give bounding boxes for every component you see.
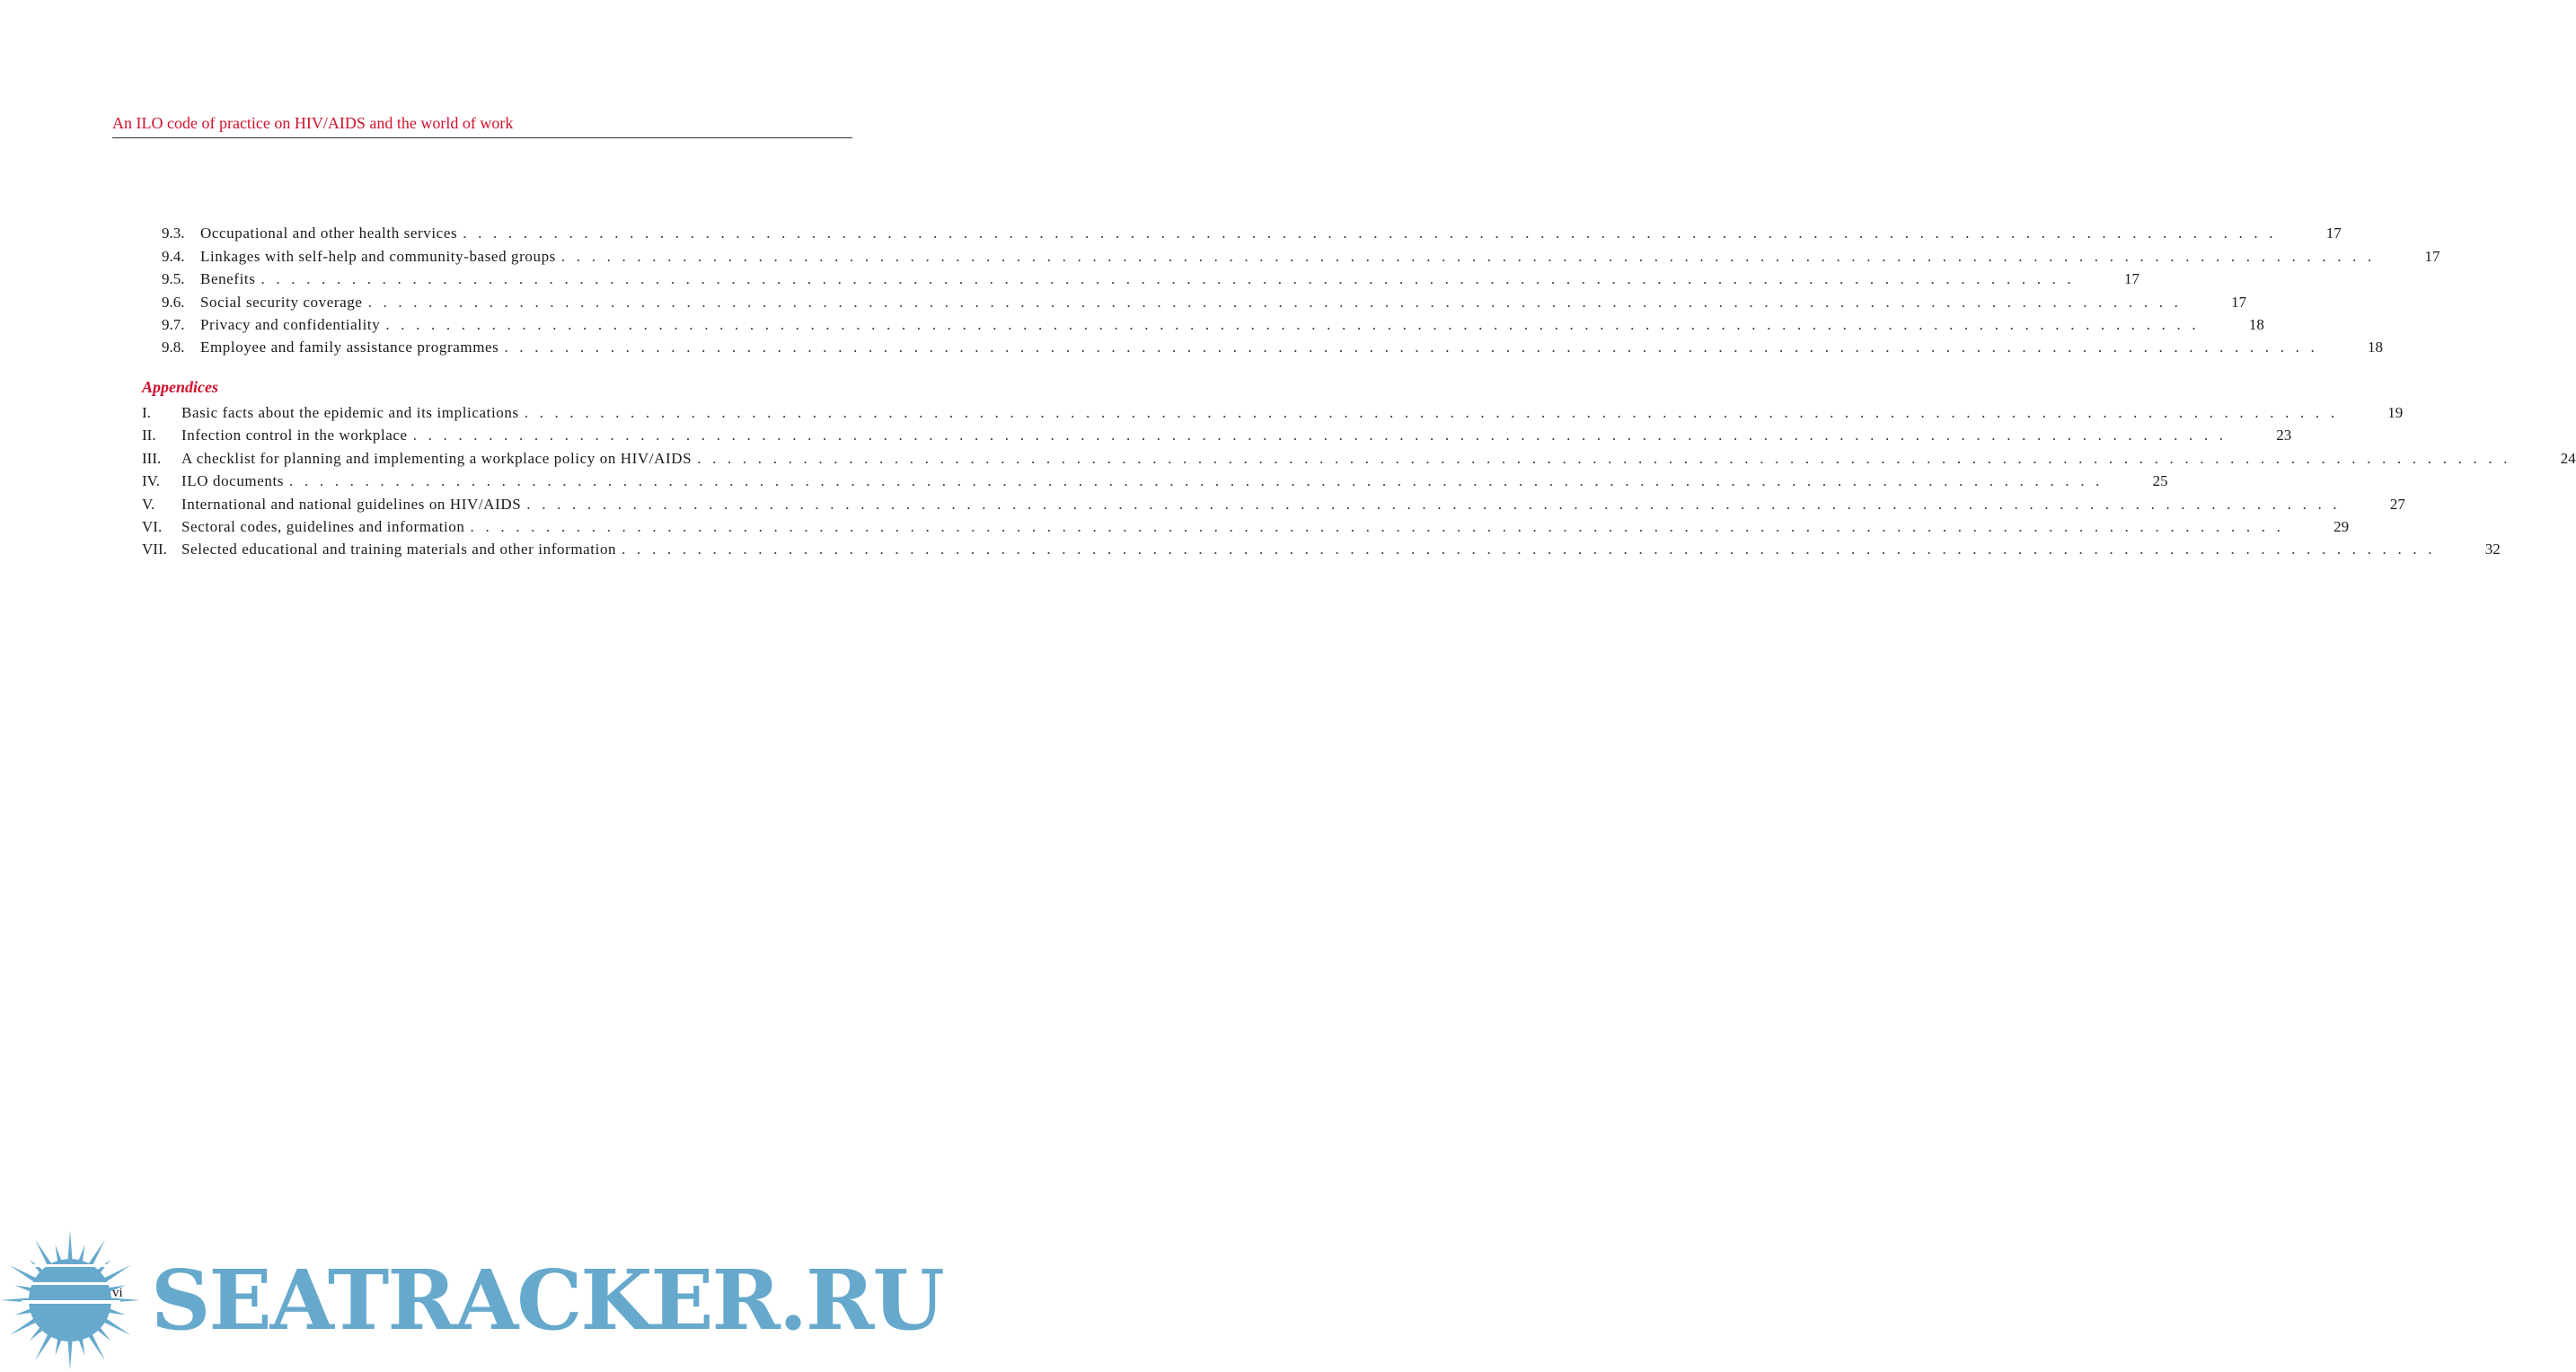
- toc-entry-number: VI.: [142, 518, 163, 535]
- dot-leader: . . . . . . . . . . . . . . . . . . . . . . . . . . . . . . . . . . . . . . . . . . . . . . . . . . . . . . . . . . . . . . . . . . . . . . . . . . . . . . . . . . . . . . . . . . . . . . . . . . . . . . . . . . . . . . . . . . . . . . . .: [524, 404, 2339, 421]
- toc-entry-number: III.: [142, 450, 162, 467]
- toc-entry-page: 29: [2333, 518, 2350, 535]
- running-header: An ILO code of practice on HIV/AIDS and the world of work: [112, 113, 852, 138]
- toc-entry-9-5[interactable]: [162, 269, 2140, 289]
- toc-entry-number: 9.4.: [162, 248, 185, 265]
- toc-entry-number: 9.7.: [162, 316, 185, 333]
- toc-entry-9-6[interactable]: [162, 293, 2247, 312]
- dot-leader: . . . . . . . . . . . . . . . . . . . . . . . . . . . . . . . . . . . . . . . . . . . . . . . . . . . . . . . . . . . . . . . . . . . . . . . . . . . . . . . . . . . . . . . . . . . . . . . . . . . . . . . . . . . . . . . . . . . . . . . .: [560, 248, 2376, 265]
- toc-appendix-v[interactable]: [142, 495, 2405, 514]
- toc-appendix-i[interactable]: [142, 403, 2404, 423]
- dot-leader: . . . . . . . . . . . . . . . . . . . . . . . . . . . . . . . . . . . . . . . . . . . . . . . . . . . . . . . . . . . . . . . . . . . . . . . . . . . . . . . . . . . . . . . . . . . . . . . . . . . . . . . . . . . . . . . . . . . . . . . .: [622, 541, 2436, 558]
- toc-entry-page: 17: [2124, 270, 2140, 287]
- toc-appendix-iii[interactable]: [142, 449, 2576, 469]
- toc-appendix-ii[interactable]: [142, 426, 2292, 445]
- toc-entry-title: Privacy and confidentiality: [200, 316, 381, 333]
- toc-entry-page: 17: [2231, 294, 2247, 311]
- toc-appendix-iv[interactable]: [142, 471, 2168, 491]
- sun-stripe: [22, 1282, 120, 1285]
- toc-appendix-vii[interactable]: [142, 540, 2501, 559]
- toc-entry-title: Employee and family assistance programmes: [200, 339, 499, 356]
- dot-leader: . . . . . . . . . . . . . . . . . . . . . . . . . . . . . . . . . . . . . . . . . . . . . . . . . . . . . . . . . . . . . . . . . . . . . . . . . . . . . . . . . . . . . . . . . . . . . . . . . . . . . . . . . . . . . . . . . . . . . . . .: [260, 270, 2076, 287]
- dot-leader: . . . . . . . . . . . . . . . . . . . . . . . . . . . . . . . . . . . . . . . . . . . . . . . . . . . . . . . . . . . . . . . . . . . . . . . . . . . . . . . . . . . . . . . . . . . . . . . . . . . . . . . . . . . . . . . . . . . . . . . .: [470, 518, 2285, 535]
- toc-entry-title: Linkages with self-help and community-based groups: [200, 248, 556, 265]
- page-number: vi: [112, 1286, 123, 1300]
- toc-entry-number: 9.6.: [162, 294, 185, 311]
- toc-entry-page: 32: [2484, 541, 2501, 558]
- watermark-text: SEATRACKER.RU: [151, 1252, 943, 1349]
- sun-stripe: [22, 1264, 120, 1267]
- toc-entry-9-7[interactable]: [162, 315, 2264, 335]
- toc-entry-page: 19: [2387, 404, 2404, 421]
- dot-leader: . . . . . . . . . . . . . . . . . . . . . . . . . . . . . . . . . . . . . . . . . . . . . . . . . . . . . . . . . . . . . . . . . . . . . . . . . . . . . . . . . . . . . . . . . . . . . . . . . . . . . . . . . . . . . . . . . . . . . . . .: [385, 316, 2200, 333]
- toc-entry-page: 17: [2424, 248, 2440, 265]
- toc-entry-page: 18: [2367, 339, 2383, 356]
- toc-entry-title: Social security coverage: [200, 294, 363, 311]
- toc-entry-page: 27: [2389, 496, 2405, 513]
- dot-leader: . . . . . . . . . . . . . . . . . . . . . . . . . . . . . . . . . . . . . . . . . . . . . . . . . . . . . . . . . . . . . . . . . . . . . . . . . . . . . . . . . . . . . . . . . . . . . . . . . . . . . . . . . . . . . . . . . . . . . . . .: [412, 427, 2228, 444]
- toc-entry-number: I.: [142, 404, 151, 421]
- toc-entry-number: 9.8.: [162, 339, 185, 356]
- toc-entry-title: Benefits: [200, 270, 256, 287]
- toc-entry-page: 23: [2276, 427, 2292, 444]
- sun-stripe: [22, 1300, 120, 1304]
- toc-entry-number: V.: [142, 496, 155, 513]
- toc-entry-page: 25: [2152, 472, 2168, 489]
- toc-entry-9-3[interactable]: [162, 224, 2342, 243]
- toc-entry-title: Basic facts about the epidemic and its implications: [181, 404, 519, 421]
- toc-entry-number: IV.: [142, 472, 160, 489]
- toc-entry-number: VII.: [142, 541, 167, 558]
- toc-entry-title: Selected educational and training materials and other information: [181, 541, 617, 558]
- toc-entry-title: Infection control in the workplace: [181, 427, 408, 444]
- toc-entry-title: International and national guidelines on HIV/AIDS: [181, 496, 522, 513]
- toc-appendix-vi[interactable]: [142, 517, 2350, 537]
- appendices-heading: Appendices: [142, 378, 218, 396]
- dot-leader: . . . . . . . . . . . . . . . . . . . . . . . . . . . . . . . . . . . . . . . . . . . . . . . . . . . . . . . . . . . . . . . . . . . . . . . . . . . . . . . . . . . . . . . . . . . . . . . . . . . . . . . . . . . . . . . . . . . . . . . .: [367, 294, 2183, 311]
- toc-entry-page: 17: [2325, 224, 2342, 242]
- toc-entry-number: 9.5.: [162, 270, 185, 287]
- toc-entry-9-4[interactable]: [162, 247, 2440, 267]
- toc-entry-number: II.: [142, 427, 156, 444]
- watermark: [0, 1228, 970, 1372]
- toc-entry-title: Occupational and other health services: [200, 224, 458, 242]
- toc-entry-page: 18: [2248, 316, 2264, 333]
- toc-entry-title: A checklist for planning and implementing a workplace policy on HIV/AIDS: [181, 450, 693, 467]
- toc-entry-page: 24: [2560, 450, 2576, 467]
- toc-entry-title: Sectoral codes, guidelines and information: [181, 518, 465, 535]
- dot-leader: . . . . . . . . . . . . . . . . . . . . . . . . . . . . . . . . . . . . . . . . . . . . . . . . . . . . . . . . . . . . . . . . . . . . . . . . . . . . . . . . . . . . . . . . . . . . . . . . . . . . . . . . . . . . . . . . . . . . . . . .: [463, 224, 2277, 242]
- dot-leader: . . . . . . . . . . . . . . . . . . . . . . . . . . . . . . . . . . . . . . . . . . . . . . . . . . . . . . . . . . . . . . . . . . . . . . . . . . . . . . . . . . . . . . . . . . . . . . . . . . . . . . . . . . . . . . . . . . . . . . . .: [526, 496, 2341, 513]
- dot-leader: . . . . . . . . . . . . . . . . . . . . . . . . . . . . . . . . . . . . . . . . . . . . . . . . . . . . . . . . . . . . . . . . . . . . . . . . . . . . . . . . . . . . . . . . . . . . . . . . . . . . . . . . . . . . . . . . . . . . . . . .: [289, 472, 2104, 489]
- dot-leader: . . . . . . . . . . . . . . . . . . . . . . . . . . . . . . . . . . . . . . . . . . . . . . . . . . . . . . . . . . . . . . . . . . . . . . . . . . . . . . . . . . . . . . . . . . . . . . . . . . . . . . . . . . . . . . . . . . . . . . . .: [697, 450, 2511, 467]
- toc-entry-9-8[interactable]: [162, 338, 2383, 357]
- dot-leader: . . . . . . . . . . . . . . . . . . . . . . . . . . . . . . . . . . . . . . . . . . . . . . . . . . . . . . . . . . . . . . . . . . . . . . . . . . . . . . . . . . . . . . . . . . . . . . . . . . . . . . . . . . . . . . . . . . . . . . . .: [504, 339, 2318, 356]
- toc-entry-title: ILO documents: [181, 472, 285, 489]
- toc-entry-number: 9.3.: [162, 224, 185, 242]
